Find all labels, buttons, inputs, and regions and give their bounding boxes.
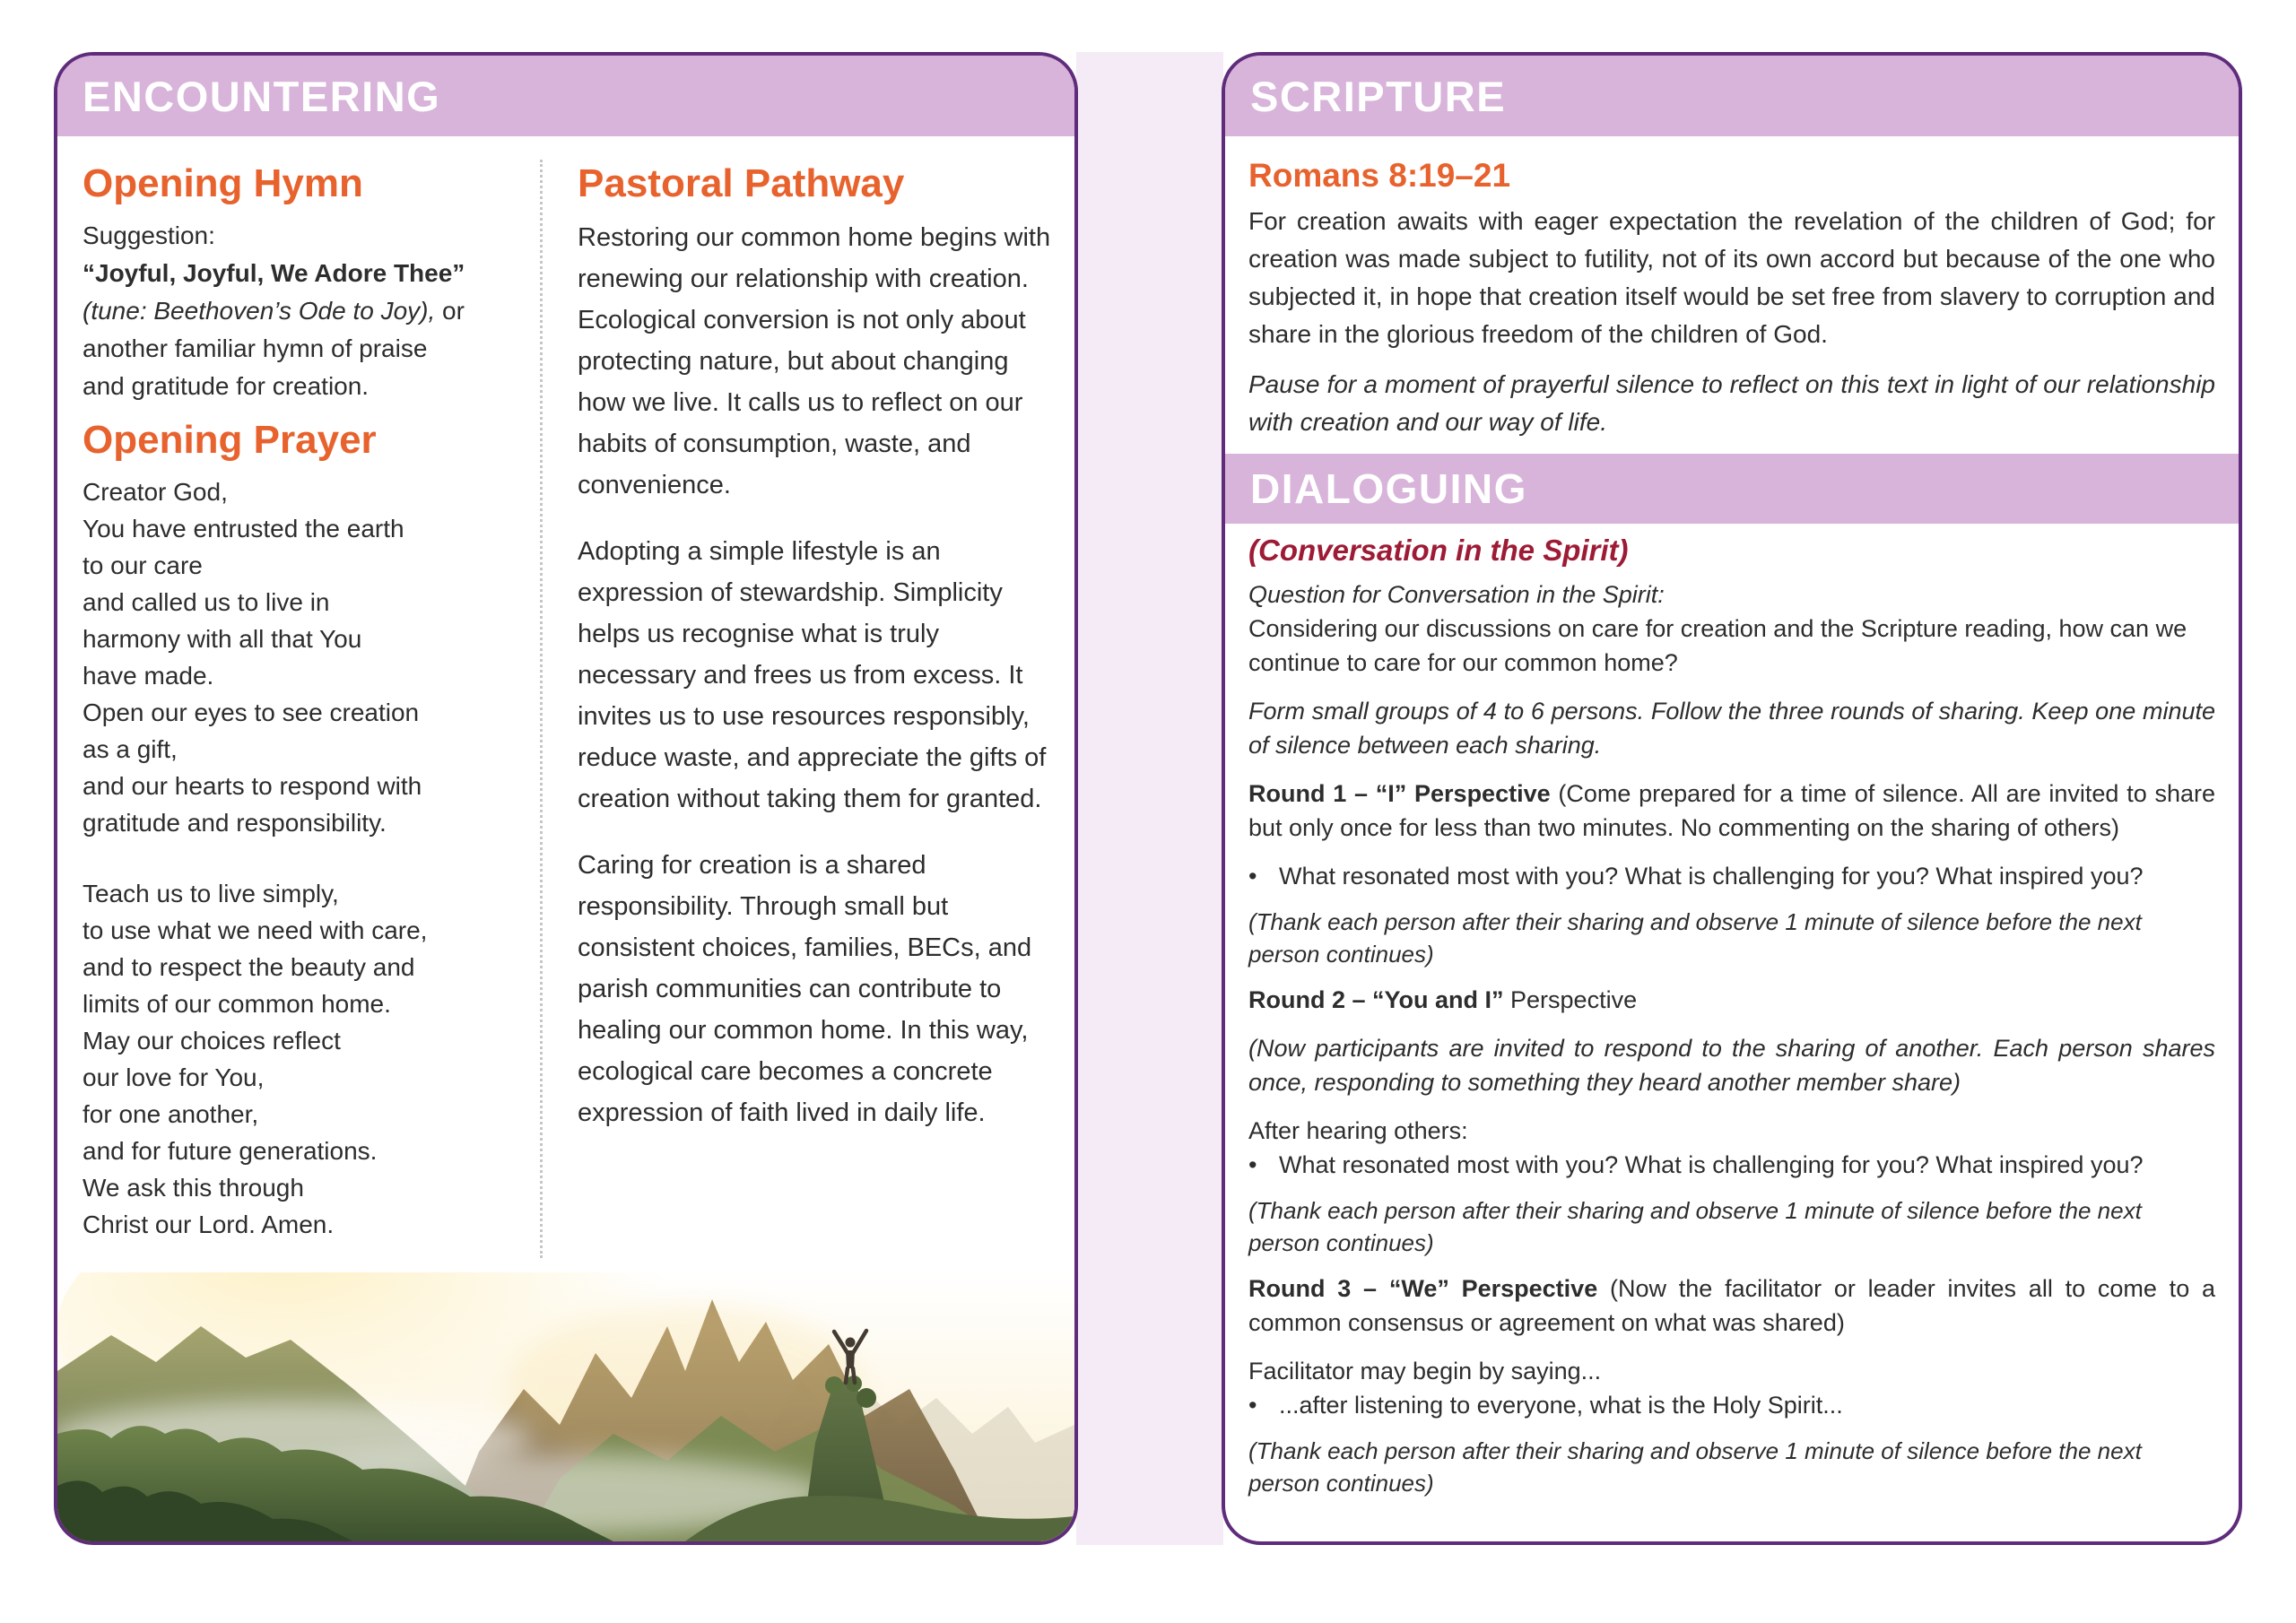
prayer-line: and our hearts to respond with: [83, 772, 422, 800]
prayer-line: for one another,: [83, 1100, 259, 1128]
dialoguing-content: [1225, 524, 2239, 1499]
encountering-header: [57, 56, 1074, 136]
scripture-header: [1225, 56, 2239, 136]
prayer-line: and called us to live in: [83, 588, 330, 616]
dialoguing-header-label: DIALOGUING: [1250, 465, 1527, 512]
hymn-tune-line: (tune: Beethoven’s Ode to Joy), or: [83, 297, 465, 325]
hymn-title-line: “Joyful, Joyful, We Adore Thee”: [83, 259, 465, 287]
column-divider: [540, 160, 543, 1258]
prayer-line: gratitude and responsibility.: [83, 809, 387, 837]
round2-note: (Now participants are invited to respond to the sharing of another. Each person shares once, responding to something they heard another member share): [1248, 1035, 2215, 1096]
prayer-line: Open our eyes to see creation: [83, 699, 420, 726]
hymn-suggestion-line: Suggestion:: [83, 221, 215, 249]
thank-note-2: (Thank each person after their sharing and observe 1 minute of silence before the next person continues): [1248, 1197, 2142, 1256]
after-hearing-block: [1248, 1114, 2215, 1182]
facilitator-bullet: [1248, 1388, 2215, 1422]
prayer-line: limits of our common home.: [83, 990, 391, 1018]
bullet-icon: •: [1248, 1392, 1257, 1419]
scripture-panel: [1222, 52, 2242, 1545]
scripture-header-label: SCRIPTURE: [1250, 72, 1507, 120]
mountain-photo: [57, 1272, 1074, 1541]
prayer-line: as a gift,: [83, 735, 178, 763]
prayer-line: You have entrusted the earth: [83, 515, 404, 542]
opening-prayer-title: Opening Prayer: [83, 418, 377, 462]
pause-instruction: Pause for a moment of prayerful silence to reflect on this text in light of our relationship with creation and our way of life.: [1248, 370, 2215, 436]
opening-prayer-stanza1: [83, 473, 488, 841]
scripture-content: [1225, 156, 2239, 441]
question-label: Question for Conversation in the Spirit:: [1248, 581, 1665, 608]
right-column: [578, 149, 1053, 1159]
page-gutter: [1076, 52, 1223, 1545]
hymn-alt-line2: and gratitude for creation.: [83, 372, 370, 400]
prayer-line: to use what we need with care,: [83, 916, 428, 944]
prayer-line: to our care: [83, 551, 203, 579]
round2-heading: Round 2 – “You and I” Perspective: [1248, 986, 1638, 1013]
shrub: [857, 1388, 876, 1408]
hymn-alt-line: another familiar hymn of praise: [83, 334, 428, 362]
scripture-passage: For creation awaits with eager expectation the revelation of the children of God; for creation was made subject to futility, not of its own accord but because of the one who subjected it, in hope that creation itself would be set free from slavery to corruption and share in the glorious freedom of the children of God.: [1248, 207, 2215, 348]
left-column: [83, 149, 488, 1243]
dialoguing-header: [1225, 454, 2239, 524]
opening-hymn-title: Opening Hymn: [83, 161, 363, 205]
prayer-line: Christ our Lord. Amen.: [83, 1211, 335, 1238]
round2-bullet: [1248, 1148, 2215, 1182]
prayer-line: Creator God,: [83, 478, 228, 506]
round1-paragraph: Round 1 – “I” Perspective (Come prepared for a time of silence. All are invited to share but only once for less than two minutes. No commenting on the sharing of others): [1248, 780, 2215, 841]
opening-prayer-stanza2: [83, 875, 488, 1243]
scripture-reference: Romans 8:19–21: [1248, 157, 1511, 194]
opening-hymn-block: [83, 217, 488, 405]
round3-paragraph: Round 3 – “We” Perspective (Now the facilitator or leader invites all to come to a common consensus or agreement on what was shared): [1248, 1275, 2215, 1336]
round1-bullet: [1248, 859, 2215, 893]
group-instruction: Form small groups of 4 to 6 persons. Follow the three rounds of sharing. Keep one minute of silence between each sharing.: [1248, 698, 2215, 759]
prayer-line: our love for You,: [83, 1063, 265, 1091]
round2-bullet-text: What resonated most with you? What is challenging for you? What inspired you?: [1279, 1151, 2144, 1178]
bullet-icon: •: [1248, 1151, 1257, 1178]
pathway-paragraph-3: Caring for creation is a shared responsibility. Through small but consistent choices, families, BECs, and parish communities can contribute to healing our common home. In this way, ecological care becomes a concrete expression of faith lived in daily life.: [578, 851, 1032, 1127]
thank-note-1: (Thank each person after their sharing and observe 1 minute of silence before the next person continues): [1248, 908, 2142, 968]
prayer-line: Teach us to live simply,: [83, 880, 339, 907]
facilitator-line: Facilitator may begin by saying...: [1248, 1358, 1602, 1384]
pastoral-pathway-title: Pastoral Pathway: [578, 161, 905, 205]
prayer-line: and to respect the beauty and: [83, 953, 415, 981]
prayer-line: May our choices reflect: [83, 1027, 341, 1055]
round1-bullet-text: What resonated most with you? What is challenging for you? What inspired you?: [1279, 863, 2144, 890]
after-hearing-label: After hearing others:: [1248, 1117, 1468, 1144]
conversation-subtitle: (Conversation in the Spirit): [1248, 534, 1629, 567]
shrub: [825, 1376, 843, 1394]
question-block: [1248, 577, 2215, 680]
facilitator-bullet-text: ...after listening to everyone, what is the Holy Spirit...: [1279, 1392, 1843, 1419]
stanza-gap: [83, 841, 488, 875]
facilitator-block: [1248, 1354, 2215, 1422]
question-text: Considering our discussions on care for creation and the Scripture reading, how can we continue to care for our common home?: [1248, 615, 2187, 676]
encountering-header-label: ENCOUNTERING: [83, 72, 441, 120]
pathway-paragraph-1: Restoring our common home begins with renewing our relationship with creation. Ecological conversion is not only about protecting nature, but about changing how we live. It calls us to reflect on our habits of consumption, waste, and convenience.: [578, 223, 1051, 499]
bullet-icon: •: [1248, 863, 1257, 890]
prayer-line: have made.: [83, 662, 214, 690]
pathway-paragraph-2: Adopting a simple lifestyle is an expression of stewardship. Simplicity helps us recognise what is truly necessary and frees us from excess. It invites us to use resources responsibly, reduce waste, and appreciate the gifts of creation without taking them for granted.: [578, 537, 1047, 813]
thank-note-3: (Thank each person after their sharing and observe 1 minute of silence before the next person continues): [1248, 1437, 2142, 1497]
prayer-line: harmony with all that You: [83, 625, 362, 653]
prayer-line: and for future generations.: [83, 1137, 378, 1165]
encountering-panel: [54, 52, 1078, 1545]
prayer-line: We ask this through: [83, 1174, 304, 1202]
